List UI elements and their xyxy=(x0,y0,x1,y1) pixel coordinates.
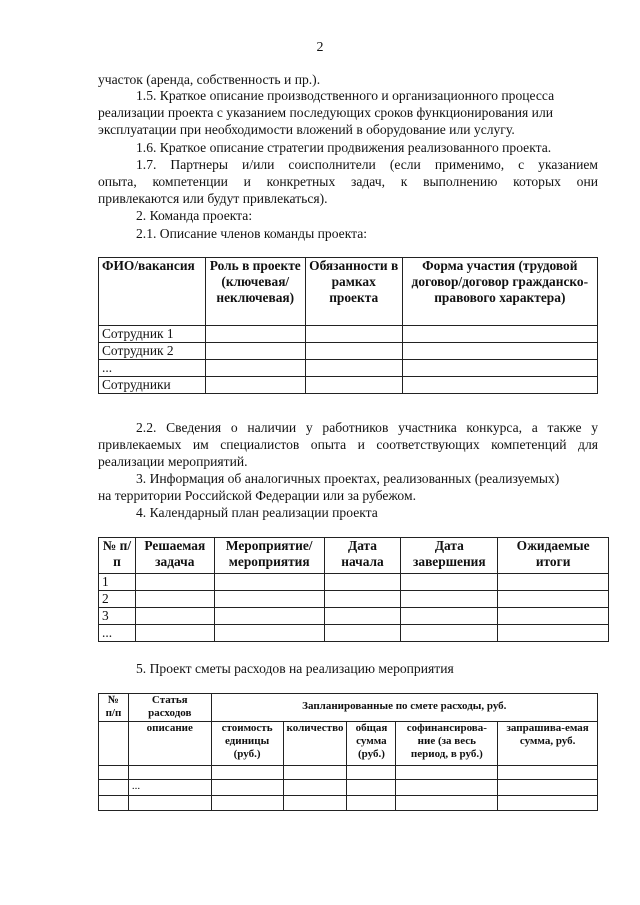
calendar-row-num: 2 xyxy=(99,591,136,608)
team-header-duties: Обязанности в рамках проекта xyxy=(305,258,402,326)
team-header-role: Роль в проекте (ключевая/ неключевая) xyxy=(205,258,305,326)
table-row xyxy=(99,796,598,811)
paragraph-3-line1: 3. Информация об аналогичных проектах, реализованных (реализуемых) xyxy=(136,471,560,486)
paragraph-3-line2: на территории Российской Федерации или за рубежом. xyxy=(98,488,416,503)
paragraph-land: участок (аренда, собственность и пр.). xyxy=(98,72,321,87)
calendar-row-num: ... xyxy=(99,625,136,642)
page-number: 2 xyxy=(316,40,324,55)
budget-row-ellipsis: ... xyxy=(128,780,211,796)
budget-header-quantity: количество xyxy=(283,722,347,766)
paragraph-2-team: 2. Команда проекта: xyxy=(136,208,253,223)
calendar-table-header-row xyxy=(99,538,609,574)
team-header-name: ФИО/вакансия xyxy=(99,258,206,326)
budget-header-planned: Запланированные по смете расходы, руб. xyxy=(211,694,597,722)
budget-table-header-row xyxy=(99,694,598,722)
table-row xyxy=(99,625,609,642)
paragraph-4: 4. Календарный план реализации проекта xyxy=(136,505,378,520)
team-row-label: ... xyxy=(99,360,206,377)
paragraph-1-7-line3: привлекаются или будут привлекаться). xyxy=(98,191,328,206)
paragraph-2-2-line3: реализации мероприятий. xyxy=(98,454,248,469)
budget-table-subheader-row xyxy=(99,722,598,766)
table-row xyxy=(99,608,609,625)
team-row-label: Сотрудники xyxy=(99,377,206,394)
team-table-header-row xyxy=(99,258,598,326)
table-row xyxy=(99,591,609,608)
calendar-row-num: 1 xyxy=(99,574,136,591)
paragraph-2-2-line2: привлекаемых им специалистов опыта и соответствующих компетенций для xyxy=(98,437,598,452)
table-row xyxy=(99,343,598,360)
table-row xyxy=(99,360,598,377)
calendar-header-num: № п/п xyxy=(99,538,136,574)
budget-header-item: Статья расходов xyxy=(128,694,211,722)
budget-header-description: описание xyxy=(128,722,211,766)
table-row xyxy=(99,326,598,343)
paragraph-2-1: 2.1. Описание членов команды проекта: xyxy=(136,226,368,241)
calendar-row-num: 3 xyxy=(99,608,136,625)
budget-header-cofinancing: софинансирова-ние (за весь период, в руб.) xyxy=(396,722,498,766)
calendar-header-end: Дата завершения xyxy=(401,538,498,574)
team-header-form: Форма участия (трудовой договор/договор гражданско-правового характера) xyxy=(402,258,597,326)
calendar-header-event: Мероприятие/ мероприятия xyxy=(214,538,324,574)
table-row xyxy=(99,574,609,591)
table-row xyxy=(99,780,598,796)
team-table xyxy=(98,257,598,394)
paragraph-1-6: 1.6. Краткое описание стратегии продвижения реализованного проекта. xyxy=(136,140,552,155)
calendar-header-results: Ожидаемые итоги xyxy=(498,538,609,574)
table-row xyxy=(99,377,598,394)
calendar-header-start: Дата начала xyxy=(324,538,401,574)
paragraph-1-7-line2: опыта, компетенции и конкретных задач, к выполнению которых они xyxy=(98,174,598,189)
paragraph-2-2-line1: 2.2. Сведения о наличии у работников участника конкурса, а также у xyxy=(136,420,598,435)
budget-header-total: общая сумма (руб.) xyxy=(347,722,396,766)
team-row-label: Сотрудник 2 xyxy=(99,343,206,360)
paragraph-1-5-line3: эксплуатации при необходимости вложений в оборудование или услугу. xyxy=(98,122,515,137)
budget-header-unit-cost: стоимость единицы (руб.) xyxy=(211,722,283,766)
calendar-table xyxy=(98,537,609,642)
budget-header-requested: запрашива-емая сумма, руб. xyxy=(498,722,598,766)
budget-table xyxy=(98,693,598,811)
paragraph-1-7-line1: 1.7. Партнеры и/или соисполнители (если применимо, с указанием xyxy=(136,157,598,172)
budget-header-num: № п/п xyxy=(99,694,129,722)
team-row-label: Сотрудник 1 xyxy=(99,326,206,343)
paragraph-1-5-line1: 1.5. Краткое описание производственного и организационного процесса xyxy=(136,88,555,103)
table-row xyxy=(99,766,598,780)
calendar-header-task: Решаемая задача xyxy=(135,538,214,574)
paragraph-1-5-line2: реализации проекта с указанием последующих сроков функционирования или xyxy=(98,105,553,120)
paragraph-5: 5. Проект сметы расходов на реализацию мероприятия xyxy=(136,661,454,676)
